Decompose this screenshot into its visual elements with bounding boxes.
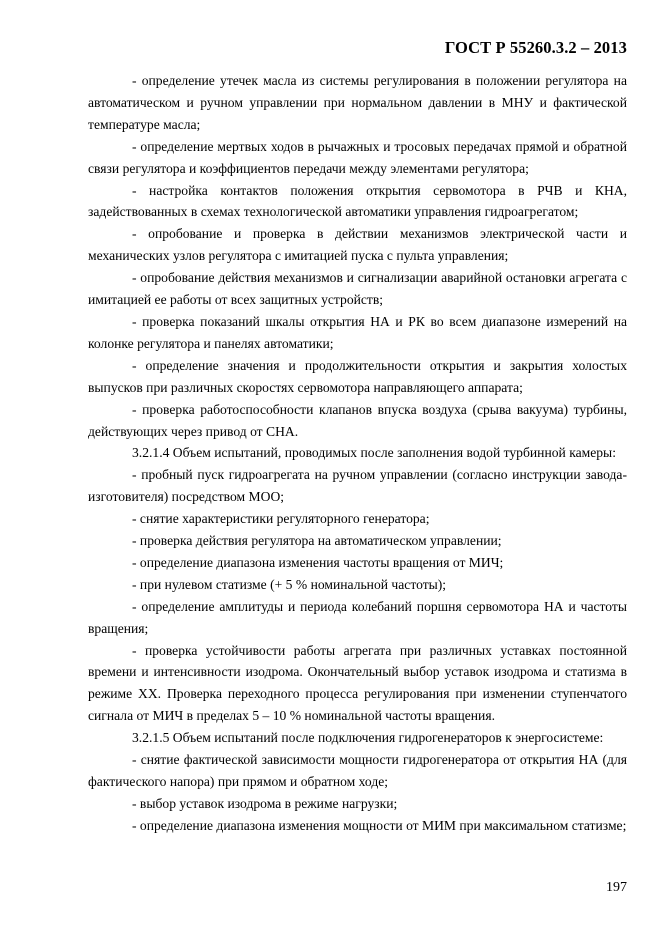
paragraph: - определение диапазона изменения мощности от МИМ при максимальном статизме; <box>132 817 627 833</box>
paragraph: - проверка показаний шкалы открытия НА и РК во всем диапазоне измерений на колонке регулятора и панелях автоматики; <box>88 313 627 351</box>
paragraph: - проверка действия регулятора на автоматическом управлении; <box>132 533 502 549</box>
paragraph: - при нулевом статизме (+ 5 % номинальной частоты); <box>132 576 447 592</box>
section-heading: 3.2.1.5 Объем испытаний после подключения гидрогенераторов к энергосистеме: <box>132 730 604 746</box>
standard-number-header: ГОСТ Р 55260.3.2 – 2013 <box>444 38 627 57</box>
paragraph: - выбор уставок изодрома в режиме нагрузки; <box>132 795 398 811</box>
paragraph: - определение амплитуды и периода колебаний поршня сервомотора НА и частоты вращения; <box>88 598 627 636</box>
page-number: 197 <box>606 880 627 895</box>
paragraph: - снятие характеристики регуляторного генератора; <box>132 511 430 527</box>
paragraph: - определение значения и продолжительности открытия и закрытия холостых выпусков при различных скоростях сервомотора направляющего аппарата; <box>88 357 627 395</box>
paragraph: - определение утечек масла из системы регулирования в положении регулятора на автоматическом и ручном управлении при нормальном давлении в МНУ и фактической температуре масла; <box>88 73 627 132</box>
section-heading: 3.2.1.4 Объем испытаний, проводимых после заполнения водой турбинной камеры: <box>132 445 616 461</box>
paragraph: - снятие фактической зависимости мощности гидрогенератора от открытия НА (для фактического напора) при прямом и обратном ходе; <box>88 752 627 789</box>
paragraph: - опробование действия механизмов и сигнализации аварийной остановки агрегата с имитацией ее работы от всех защитных устройств; <box>88 270 627 308</box>
paragraph: - проверка устойчивости работы агрегата при различных уставках постоянной времени и интенсивности изодрома. Окончательный выбор уставок изодрома и статизма в режиме ХХ. Проверка переходного процесса регулирования при изменении ступенчатого сигнала от МИЧ в пределах 5 – 10 % номинальной частоты вращения. <box>88 642 627 724</box>
paragraph: - проверка работоспособности клапанов впуска воздуха (срыва вакуума) турбины, действующих через привод от СНА. <box>88 401 627 439</box>
paragraph: - определение мертвых ходов в рычажных и тросовых передачах прямой и обратной связи регулятора и коэффициентов передачи между элементами регулятора; <box>88 138 627 176</box>
paragraph: - определение диапазона изменения частоты вращения от МИЧ; <box>132 554 504 570</box>
paragraph: - опробование и проверка в действии механизмов электрической части и механических узлов регулятора с имитацией пуска с пульта управления; <box>88 226 627 264</box>
paragraph: - настройка контактов положения открытия сервомотора в РЧВ и КНА, задействованных в схемах технологической автоматики управления гидроагрегатом; <box>88 182 627 220</box>
paragraph: - пробный пуск гидроагрегата на ручном управлении (согласно инструкции завода-изготовителя) посредством МОО; <box>88 467 627 505</box>
document-body <box>88 70 627 837</box>
